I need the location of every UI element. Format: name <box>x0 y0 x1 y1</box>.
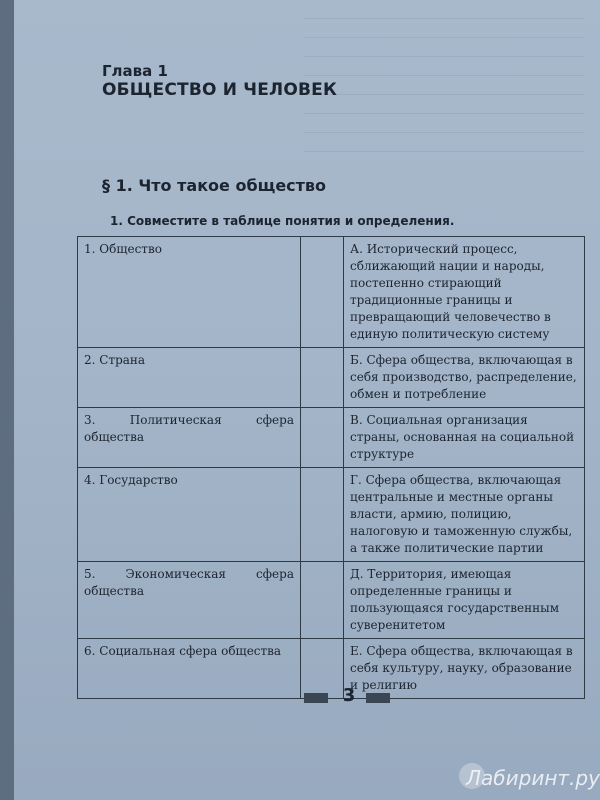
answer-cell[interactable] <box>301 348 344 408</box>
definition-cell <box>344 237 585 348</box>
table-row <box>78 639 585 699</box>
book-page <box>14 0 600 800</box>
definition-text: Д. Территория, имеющая определенные границы и пользующаяся государственным суверенитетом <box>350 567 560 632</box>
concept-text: 6. Социальная сфера общества <box>84 644 282 658</box>
definition-text: А. Исторический процесс, сближающий нации и народы, постепенно стирающий традиционные границы и превращающий человечество в единую политическую систему <box>350 242 551 341</box>
table-row <box>78 408 585 468</box>
watermark-text: Лабиринт.ру <box>466 766 600 790</box>
answer-cell[interactable] <box>301 468 344 562</box>
definition-cell <box>344 639 585 699</box>
table-row <box>78 468 585 562</box>
definition-text: Е. Сфера общества, включающая в себя культуру, науку, образование и религию <box>350 644 573 692</box>
definition-cell <box>344 468 585 562</box>
page-number: 3 <box>342 685 356 706</box>
answer-cell[interactable] <box>301 562 344 639</box>
chapter-title: ОБЩЕСТВО И ЧЕЛОВЕК <box>102 80 338 100</box>
concept-text: 1. Общество <box>84 242 162 256</box>
concept-cell <box>78 468 301 562</box>
footer-bar-right <box>366 693 390 703</box>
table-row <box>78 237 585 348</box>
concept-text: 2. Страна <box>84 353 146 367</box>
matching-table <box>77 236 585 699</box>
definition-text: В. Социальная организация страны, основанная на социальной структуре <box>350 413 575 461</box>
concept-text: 5. Экономическая сфера общества <box>84 567 294 598</box>
concept-text: 4. Государство <box>84 473 178 487</box>
footer-bar-left <box>304 693 328 703</box>
definition-cell <box>344 562 585 639</box>
answer-cell[interactable] <box>301 408 344 468</box>
concept-cell <box>78 237 301 348</box>
definition-cell <box>344 348 585 408</box>
bleed-through-lines <box>304 0 584 170</box>
concept-cell <box>78 639 301 699</box>
section-title: § 1. Что такое общество <box>102 176 327 195</box>
definition-text: Б. Сфера общества, включающая в себя производство, распределение, обмен и потребление <box>350 353 577 401</box>
concept-cell <box>78 348 301 408</box>
concept-text: 3. Политическая сфера общества <box>84 413 294 444</box>
definition-cell <box>344 408 585 468</box>
definition-text: Г. Сфера общества, включающая центральные и местные органы власти, армию, полицию, налоговую и таможенную службы, а также политические партии <box>350 473 573 555</box>
task-instruction: 1. Совместите в таблице понятия и определения. <box>110 214 455 228</box>
concept-cell <box>78 562 301 639</box>
answer-cell[interactable] <box>301 237 344 348</box>
table-row <box>78 348 585 408</box>
chapter-label: Глава 1 <box>102 62 168 80</box>
concept-cell <box>78 408 301 468</box>
table-row <box>78 562 585 639</box>
